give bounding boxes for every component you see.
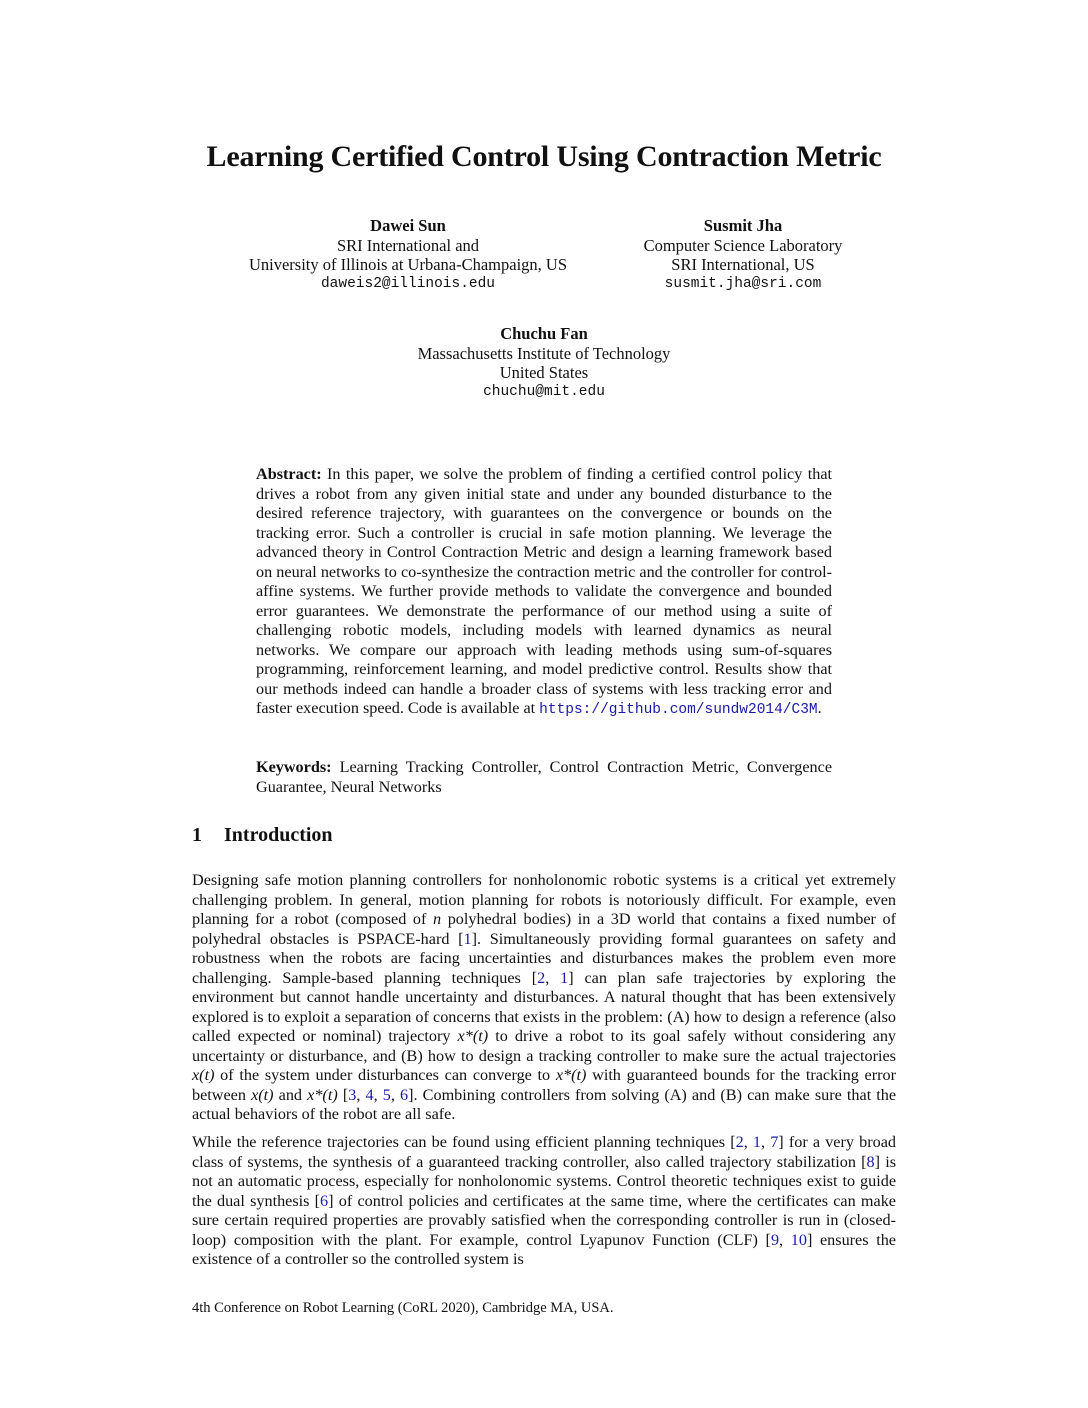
paragraph-text: with guaranteed bounds for the tracking error between bbox=[192, 1066, 897, 1104]
author-affiliation: Massachusetts Institute of Technology bbox=[417, 343, 671, 363]
author-block bbox=[218, 216, 598, 294]
citation-link[interactable]: 5 bbox=[382, 1085, 391, 1104]
paragraph-text: of the system under disturbances can converge to bbox=[220, 1066, 551, 1084]
paragraph-text: ] can plan safe trajectories by exploring the environment but cannot handle uncertainty and disturbances. A natural thought that has been extensively explored is to exploit a separation of concerns that exists in the problem: (A) how to design a reference (also called expected or nominal) trajectory bbox=[192, 968, 896, 1045]
math-n: n bbox=[432, 910, 442, 928]
citation-link[interactable]: 9 bbox=[770, 1230, 780, 1249]
citation-link[interactable]: 10 bbox=[790, 1230, 807, 1249]
paper-title: Learning Certified Control Using Contraction Metric bbox=[206, 140, 882, 173]
abstract-text: In this paper, we solve the problem of finding a certified control policy that drives a robot from any given initial state and under any bounded disturbance to the desired reference trajectory, with guarantees on the convergence or bounds on the tracking error. Such a controller is crucial in safe motion planning. We leverage the advanced theory in Control Contraction Metric and design a learning framework based on neural networks to co-synthesize the contraction metric and the controller for control-affine systems. We further provide methods to validate the convergence and bounded error guarantees. We demonstrate the performance of our method using a suite of challenging robotic models, including models with learned dynamics as neural networks. We compare our approach with leading methods using sum-of-squares programming, reinforcement learning, and model predictive control. Results show that our methods indeed can handle a broader class of systems with less tracking error and faster execution speed. Code is available at bbox=[256, 465, 833, 717]
citation-link[interactable]: 3 bbox=[348, 1085, 357, 1104]
math-xstar: x*(t) bbox=[457, 1027, 489, 1045]
author-affiliation: SRI International and bbox=[336, 235, 480, 255]
citation-link[interactable]: 8 bbox=[866, 1152, 875, 1171]
keywords bbox=[256, 758, 832, 797]
author-block bbox=[394, 324, 694, 402]
author-affiliation: University of Illinois at Urbana-Champaign, US bbox=[248, 255, 568, 274]
citation-link[interactable]: 4 bbox=[365, 1085, 374, 1104]
math-x: x(t) bbox=[251, 1085, 274, 1104]
paragraph-text: to drive a robot to its goal safely without considering any uncertainty or disturbance, and (B) how to design a tracking controller to make sure the actual trajectories bbox=[192, 1027, 897, 1065]
abstract-label: Abstract: bbox=[256, 465, 322, 483]
author-name: Chuchu Fan bbox=[500, 324, 588, 343]
citation-link[interactable]: 7 bbox=[770, 1133, 779, 1151]
math-xstar: x*(t) bbox=[307, 1085, 338, 1104]
paragraph-text: ] ensures the existence of a controller so the controlled system is bbox=[192, 1230, 896, 1268]
citation-link[interactable]: 1 bbox=[560, 968, 569, 987]
author-affiliation: SRI International, US bbox=[671, 255, 815, 274]
abstract: Abstract: In this paper, we solve the problem of finding a certified control policy that drives a robot from any given initial state and under any bounded disturbance to the desired reference trajectory, with guarantees on the convergence or bounds on the tracking error. Such a controller is crucial in safe motion planning. We leverage the advanced theory in Control Contraction Metric and design a learning framework based on neural networks to co-synthesize the contraction metric and the controller for control-affine systems. We further provide methods to validate the convergence and bounded error guarantees. We demonstrate the performance of our method using a suite of challenging robotic models, including models with learned dynamics as neural networks. We compare our approach with leading methods using sum-of-squares programming, reinforcement learning, and model predictive control. Results show that our methods indeed can handle a broader class of systems with less tracking error and faster execution speed. Code is available at https://github.com/sundw2014/C3M. bbox=[256, 465, 833, 718]
paragraph-text: and bbox=[278, 1085, 303, 1104]
author-name: Dawei Sun bbox=[370, 216, 446, 235]
section-title: Introduction bbox=[224, 824, 333, 846]
author-email: daweis2@illinois.edu bbox=[320, 275, 496, 292]
paragraph-text: Designing safe motion planning controllers for nonholonomic robotic systems is a critical yet extremely challenging problem. In general, motion planning for robots is notoriously difficult. For example, even planning for a robot (composed of bbox=[192, 871, 896, 928]
citation-link[interactable]: 1 bbox=[752, 1133, 761, 1151]
math-xstar: x*(t) bbox=[555, 1066, 587, 1084]
paragraph-text: ]. Combining controllers from solving (A) and (B) can make sure that the actual behaviors of the robot are all safe. bbox=[192, 1085, 897, 1123]
paragraph-text: ] for a very broad class of systems, the synthesis of a guaranteed tracking controller, also called trajectory stabilization [ bbox=[192, 1133, 896, 1171]
author-email: chuchu@mit.edu bbox=[483, 383, 605, 400]
keywords-label: Keywords: bbox=[256, 758, 332, 776]
math-x: x(t) bbox=[192, 1066, 215, 1084]
author-email: susmit.jha@sri.com bbox=[664, 275, 822, 292]
citation-link[interactable]: 1 bbox=[463, 929, 472, 948]
keywords-text: Learning Tracking Controller, Control Contraction Metric, Convergence Guarantee, Neural Networks bbox=[256, 758, 832, 796]
author-block bbox=[617, 216, 869, 294]
paragraph-text: polyhedral bodies) in a 3D world that contains a fixed number of polyhedral obstacles is PSPACE-hard [ bbox=[192, 910, 897, 948]
paragraph-text: ]. Simultaneously providing formal guarantees on safety and robustness when the robots are facing uncertainties and disturbances makes the problem even more challenging. Sample-based planning techniques [ bbox=[192, 929, 896, 987]
author-affiliation: United States bbox=[499, 363, 589, 382]
section-heading bbox=[192, 824, 333, 847]
citation-link[interactable]: 6 bbox=[400, 1085, 409, 1104]
body-paragraph: Designing safe motion planning controllers for nonholonomic robotic systems is a critical yet extremely challenging problem. In general, motion planning for robots is notoriously difficult. For example, even planning for a robot (composed of n polyhedral bodies) in a 3D world that contains a fixed number of polyhedral obstacles is PSPACE-hard [1]. Simultaneously providing formal guarantees on safety and robustness when the robots are facing uncertainties and disturbances makes the problem even more challenging. Sample-based planning techniques [2, 1] can plan safe trajectories by exploring the environment but cannot handle uncertainty and disturbances. A natural thought that has been extensively explored is to exploit a separation of concerns that exists in the problem: (A) how to design a reference (also called expected or nominal) trajectory x*(t) to drive a robot to its goal safely without considering any uncertainty or disturbance, and (B) how to design a tracking controller to make sure the actual trajectories x(t) of the system under disturbances can converge to x*(t) with guaranteed bounds for the tracking error between x(t) and x*(t) [3, 4, 5, 6]. Combining controllers from solving (A) and (B) can make sure that the actual behaviors of the robot are all safe. bbox=[192, 871, 897, 1123]
citation-link[interactable]: 6 bbox=[320, 1191, 329, 1210]
author-name: Susmit Jha bbox=[703, 216, 783, 235]
section-number: 1 bbox=[192, 824, 202, 846]
paragraph-text: While the reference trajectories can be found using efficient planning techniques [ bbox=[192, 1133, 736, 1151]
code-link[interactable]: https://github.com/sundw2014/C3M bbox=[539, 702, 818, 718]
citation-link[interactable]: 2 bbox=[537, 968, 546, 987]
paragraph-text: ] of control policies and certificates at the same time, where the certificates can make sure certain required properties are provably satisfied when the corresponding controller is run in (closed-loop) composition with the plant. For example, control Lyapunov Function (CLF) [ bbox=[192, 1191, 896, 1249]
body-paragraph: While the reference trajectories can be found using efficient planning techniques [2, 1, 7] for a very broad class of systems, the synthesis of a guaranteed tracking controller, also called trajectory stabilization [8] is not an automatic process, especially for nonholonomic systems. Control theoretic techniques exist to guide the dual synthesis [6] of control policies and certificates at the same time, where the certificates can make sure certain required properties are provably satisfied when the corresponding controller is run in (closed-loop) composition with the plant. For example, control Lyapunov Function (CLF) [9, 10] ensures the existence of a controller so the controlled system is bbox=[192, 1133, 896, 1268]
citation-link[interactable]: 2 bbox=[735, 1133, 744, 1151]
conference-footer: 4th Conference on Robot Learning (CoRL 2020), Cambridge MA, USA. bbox=[192, 1300, 614, 1316]
author-affiliation: Computer Science Laboratory bbox=[643, 235, 843, 255]
paragraph-text: ] is not an automatic process, especially for nonholonomic systems. Control theoretic techniques exist to guide the dual synthesis [ bbox=[192, 1152, 896, 1210]
